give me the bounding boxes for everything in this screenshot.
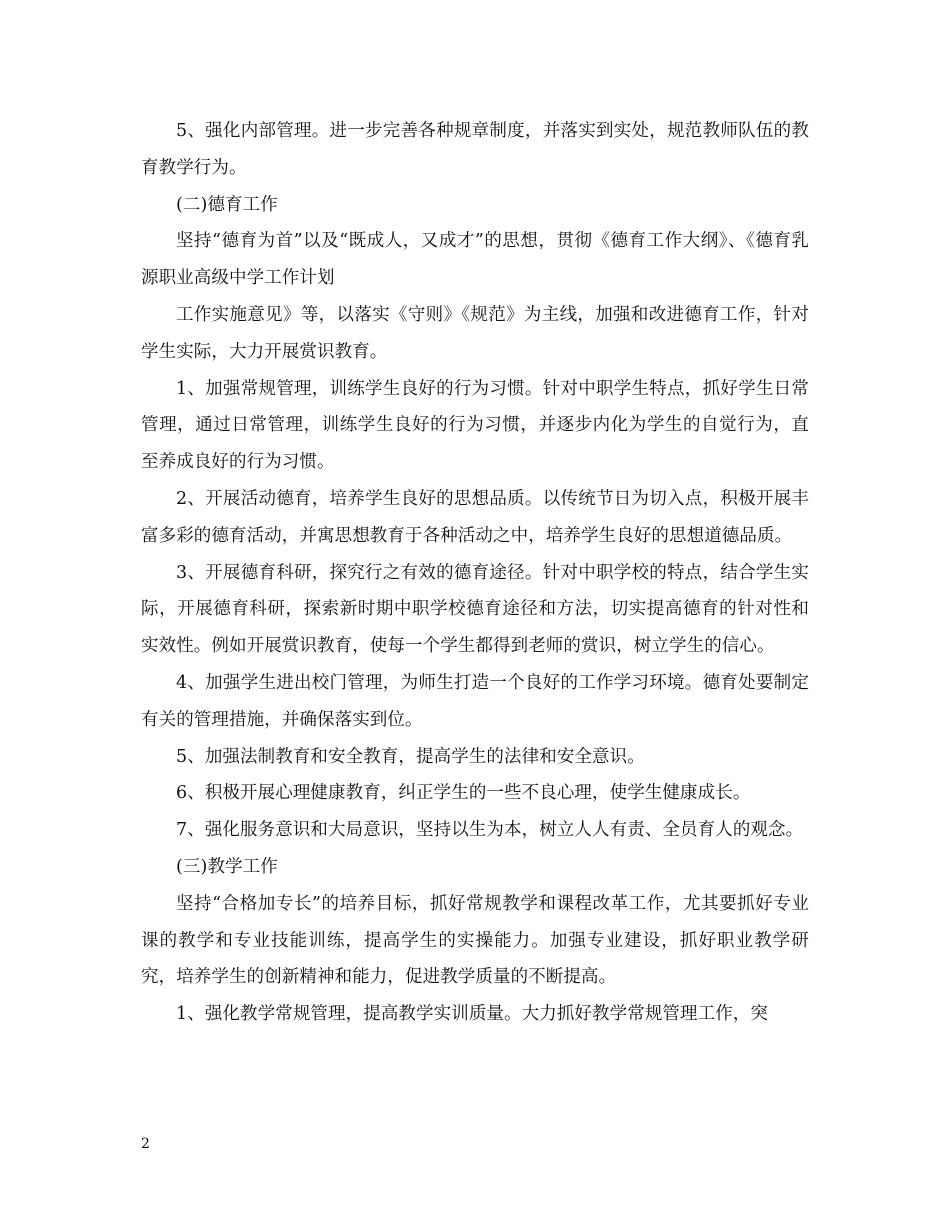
paragraph-teaching-goal: 坚持“合格加专长”的培养目标，抓好常规教学和课程改革工作，尤其要抓好专业课的教学和专业技能训练，提高学生的实操能力。加强专业建设，抓好职业教学研究，培养学生的创新精神和能力，促进教学质量的不断提高。 <box>141 893 809 988</box>
paragraph-item-1-routine-management: 1、加强常规管理，训练学生良好的行为习惯。针对中职学生特点，抓好学生日常管理，通过日常管理，训练学生良好的行为习惯，并逐步内化为学生的自觉行为，直至养成良好的行为习惯。 <box>141 378 809 473</box>
paragraph-item-5-internal-management: 5、强化内部管理。进一步完善各种规章制度，并落实到实处，规范教师队伍的教育教学行为。 <box>141 121 809 178</box>
paragraph-item-4-campus-access: 4、加强学生进出校门管理，为师生打造一个良好的工作学习环境。德育处要制定有关的管理措施，并确保落实到位。 <box>141 672 809 730</box>
paragraph-item-7-service-awareness: 7、强化服务意识和大局意识，坚持以生为本，树立人人有责、全员育人的观念。 <box>176 820 804 841</box>
document-body <box>141 113 809 1033</box>
paragraph-teaching-item-1: 1、强化教学常规管理，提高教学实训质量。大力抓好教学常规管理工作，突 <box>176 1004 769 1025</box>
paragraph-item-3-research: 3、开展德育科研，探究行之有效的德育途径。针对中职学校的特点，结合学生实际，开展德育科研，探索新时期中职学校德育途径和方法，切实提高德育的针对性和实效性。例如开展赏识教育，使每一个学生都得到老师的赏识，树立学生的信心。 <box>141 562 809 657</box>
paragraph-item-6-mental-health: 6、积极开展心理健康教育，纠正学生的一些不良心理，使学生健康成长。 <box>176 783 751 804</box>
paragraph-moral-education-principle: 坚持“德育为首”以及“既成人，又成才”的思想，贯彻《德育工作大纲》、《德育乳源职业高级中学工作计划 <box>141 231 809 289</box>
page-number: 2 <box>141 1136 150 1152</box>
paragraph-item-2-activity-education: 2、开展活动德育，培养学生良好的思想品质。以传统节日为切入点，积极开展丰富多彩的德育活动，并寓思想教育于各种活动之中，培养学生良好的思想道德品质。 <box>141 488 809 546</box>
paragraph-moral-education-implementation: 工作实施意见》等，以落实《守则》《规范》为主线，加强和改进德育工作，针对学生实际，大力开展赏识教育。 <box>141 304 809 362</box>
section-heading-moral-education: (二)德育工作 <box>176 194 278 215</box>
paragraph-item-5-legal-safety: 5、加强法制教育和安全教育，提高学生的法律和安全意识。 <box>176 746 645 767</box>
section-heading-teaching: (三)教学工作 <box>176 856 278 877</box>
